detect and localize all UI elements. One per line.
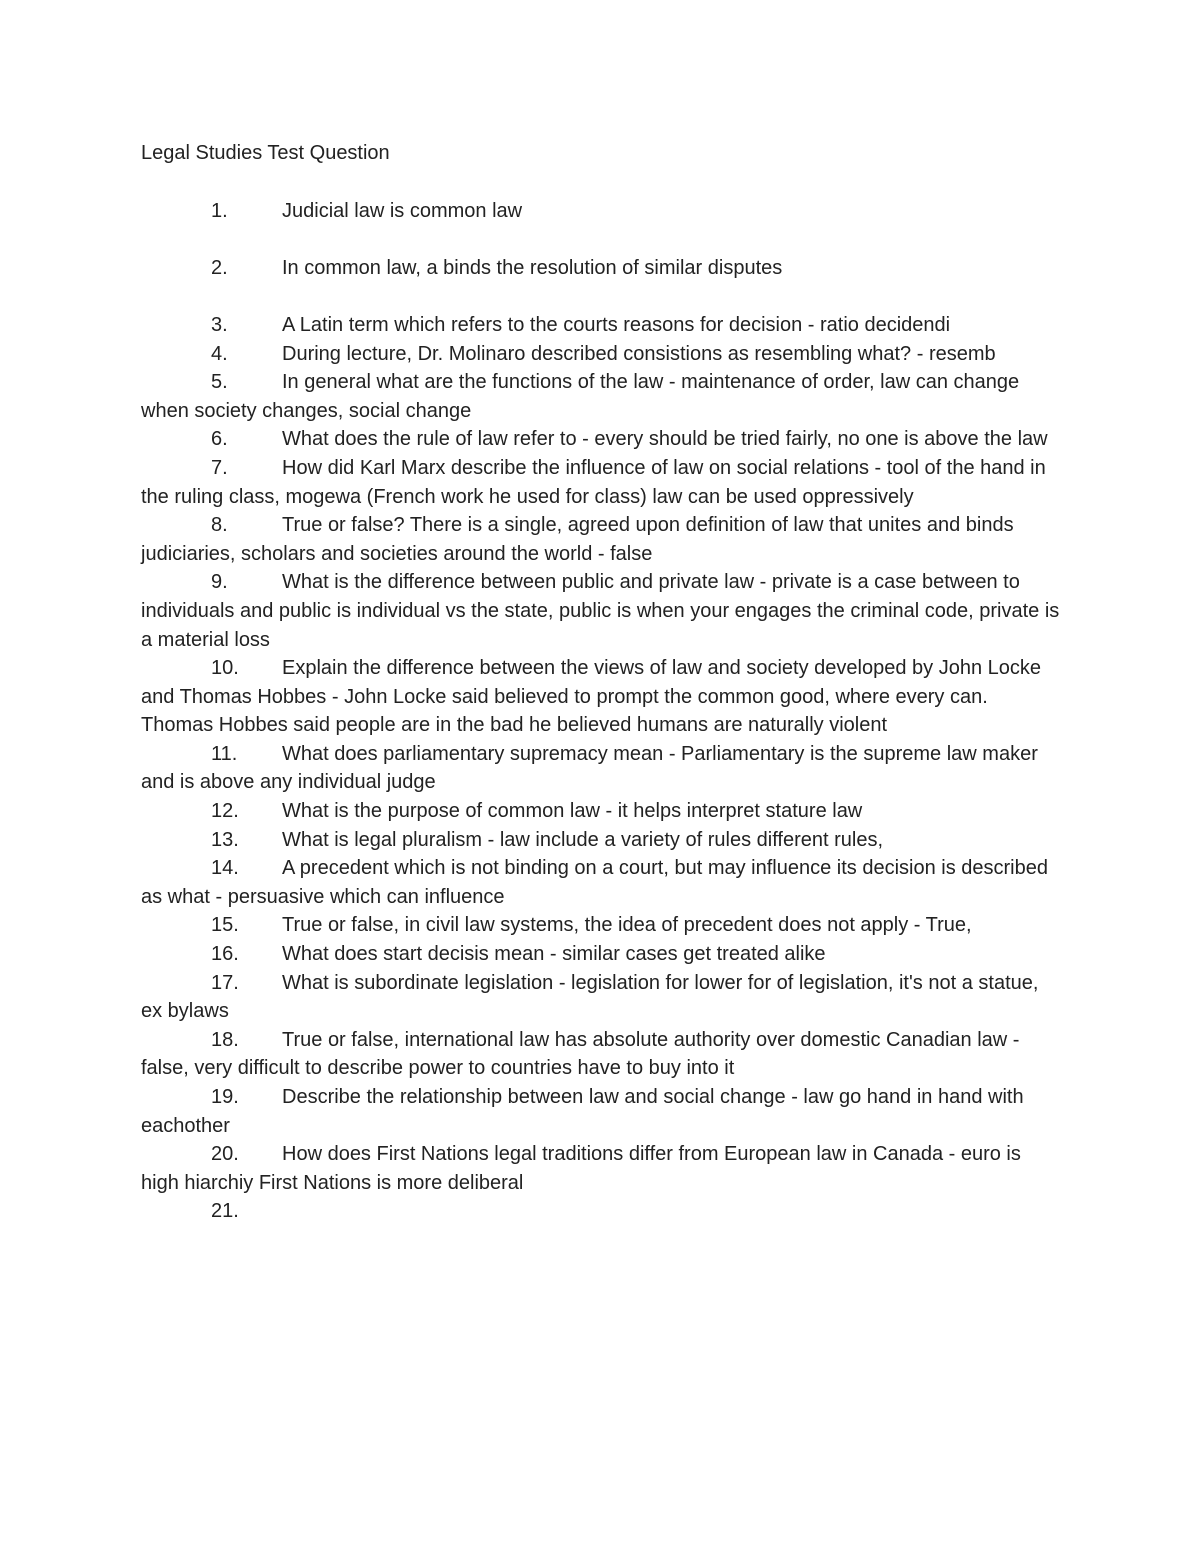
item-text: How does First Nations legal traditions differ from European law in Canada - euro is high hiarchiy First Nations is more deliberal	[141, 1143, 1021, 1194]
item-text: What is subordinate legislation - legislation for lower for of legislation, it's not a statue, ex bylaws	[141, 971, 1039, 1023]
item-number: 7.	[211, 456, 228, 479]
list-item	[141, 425, 1061, 454]
item-text: What is the purpose of common law - it helps interpret stature law	[282, 800, 863, 823]
item-number: 2.	[211, 256, 228, 279]
item-number: 1.	[211, 199, 228, 222]
item-number: 10.	[211, 657, 239, 680]
item-text: True or false, international law has absolute authority over domestic Canadian law - false, very difficult to describe power to countries have to buy into it	[141, 1028, 1020, 1080]
item-text: What is legal pluralism - law include a variety of rules different rules,	[282, 828, 883, 851]
item-text: How did Karl Marx describe the influence of law on social relations - tool of the hand in the ruling class, mogewa (French work he used for class) law can be used oppressively	[141, 456, 1046, 508]
list-item	[141, 340, 1061, 369]
item-text: Explain the difference between the views of law and society developed by John Locke and Thomas Hobbes - John Locke said believed to prompt the common good, where every can. Thomas Hobbes said people are in the bad he believed humans are naturally violent	[141, 657, 1042, 737]
item-text: True or false, in civil law systems, the idea of precedent does not apply - True,	[282, 914, 972, 937]
item-number: 5.	[211, 371, 228, 394]
item-number: 3.	[211, 313, 228, 336]
list-item	[141, 740, 1061, 797]
list-item	[141, 911, 1061, 940]
item-number: 18.	[211, 1028, 239, 1051]
item-number: 11.	[211, 742, 238, 765]
list-item	[141, 940, 1061, 969]
list-item	[141, 969, 1061, 1026]
list-item	[141, 568, 1061, 654]
item-text: In general what are the functions of the law - maintenance of order, law can change when society changes, social change	[141, 371, 1020, 422]
item-text: True or false? There is a single, agreed upon definition of law that unites and binds judiciaries, scholars and societies around the world - false	[141, 514, 1014, 565]
item-number: 15.	[211, 914, 239, 937]
list-item	[141, 1140, 1061, 1197]
list-item	[141, 854, 1061, 911]
item-number: 19.	[211, 1086, 239, 1108]
item-text: What is the difference between public and private law - private is a case between to individuals and public is individual vs the state, public is when your engages the criminal code, private is a material loss	[141, 571, 1060, 651]
list-item	[141, 826, 1061, 855]
item-text: During lecture, Dr. Molinaro described consistions as resembling what? - resemb	[282, 342, 996, 365]
item-number: 12.	[211, 800, 239, 823]
item-text: In common law, a binds the resolution of similar disputes	[282, 256, 783, 279]
list-item	[141, 511, 1061, 568]
item-text: A Latin term which refers to the courts reasons for decision - ratio decidendi	[282, 313, 951, 336]
item-text: Describe the relationship between law and social change - law go hand in hand with eachother	[141, 1086, 1024, 1137]
item-number: 4.	[211, 342, 228, 365]
item-number: 14.	[211, 857, 239, 880]
list-item	[141, 797, 1061, 826]
list-item	[141, 1197, 1061, 1226]
list-item	[141, 197, 1061, 226]
item-text: What does start decisis mean - similar cases get treated alike	[282, 943, 826, 966]
item-number: 9.	[211, 571, 228, 594]
item-number: 13.	[211, 828, 239, 851]
item-text: What does parliamentary supremacy mean - Parliamentary is the supreme law maker and is above any individual judge	[141, 742, 1038, 794]
document-title: Legal Studies Test Question	[141, 142, 390, 164]
item-text: A precedent which is not binding on a court, but may influence its decision is described as what - persuasive which can influence	[141, 857, 1048, 908]
item-text: Judicial law is common law	[282, 199, 523, 222]
item-number: 16.	[211, 943, 239, 966]
list-item	[141, 311, 1061, 340]
list-item	[141, 454, 1061, 511]
item-number: 17.	[211, 971, 239, 994]
list-item	[141, 1026, 1061, 1083]
item-number: 20.	[211, 1143, 239, 1166]
list-item	[141, 368, 1061, 425]
list-item	[141, 654, 1061, 740]
list-item	[141, 1083, 1061, 1140]
document-body	[141, 139, 1061, 1226]
item-number: 6.	[211, 428, 228, 451]
item-text: What does the rule of law refer to - every should be tried fairly, no one is above the law	[282, 428, 1048, 451]
item-number: 8.	[211, 514, 228, 537]
item-number: 21.	[211, 1200, 239, 1223]
list-item	[141, 254, 1061, 283]
